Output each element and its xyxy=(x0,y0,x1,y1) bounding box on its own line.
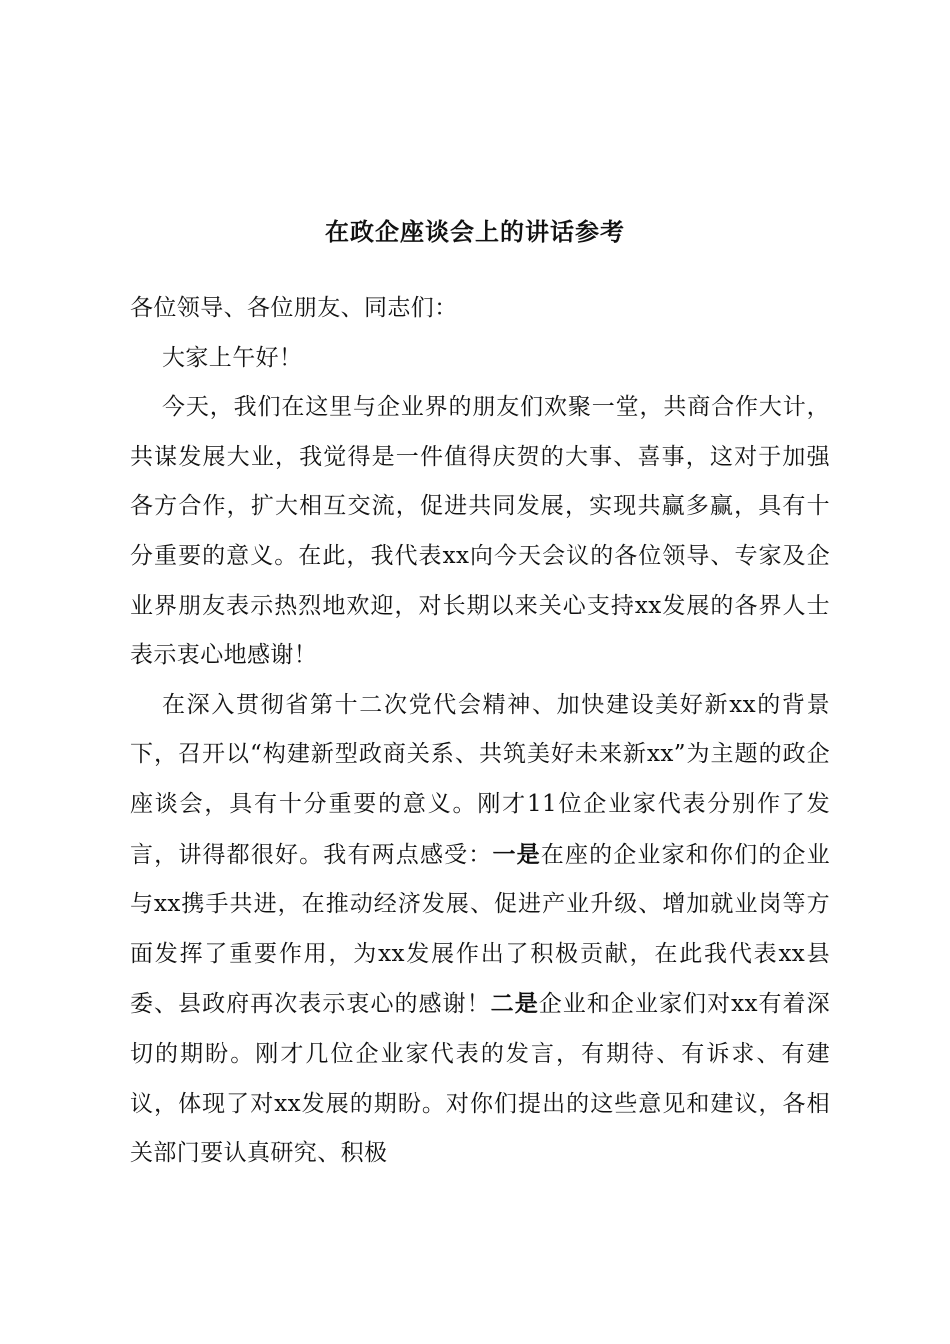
document-title: 在政企座谈会上的讲话参考 xyxy=(325,217,625,246)
point-two-label: 二是 xyxy=(490,990,539,1018)
greeting: 大家上午好！ xyxy=(162,344,303,371)
paragraph-1: 今天，我们在这里与企业界的朋友们欢聚一堂，共商合作大计，共谋发展大业，我觉得是一件值得庆贺的大事、喜事，这对于加强各方合作，扩大相互交流，促进共同发展，实现共赢多赢，具有十分重要的意义。在此，我代表xx向今天会议的各位领导、专家及企业界朋友表示热烈地欢迎，对长期以来关心支持xx发展的各界人士表示衷心地感谢！ xyxy=(130,394,830,669)
document-body xyxy=(130,284,830,1179)
point-one-label: 一是 xyxy=(492,840,541,868)
paragraph-2-part-1: 在深入贯彻省第十二次党代会精神、加快建设美好新xx的背景下，召开以“构建新型政商关系、共筑美好未来新xx”为主题的政企座谈会，具有十分重要的意义。刚才11位企业家代表分别作了发言，讲得都很好。我有两点感受： xyxy=(130,691,830,868)
paragraph-2-part-3: 企业和企业家们对xx有着深切的期盼。刚才几位企业家代表的发言，有期待、有诉求、有建议，体现了对xx发展的期盼。对你们提出的这些意见和建议，各相关部门要认真研究、积极 xyxy=(130,991,830,1167)
salutation: 各位领导、各位朋友、同志们： xyxy=(130,295,458,321)
paragraph-2 xyxy=(130,681,830,1179)
paragraph-2-part-2: 在座的企业家和你们的企业与xx携手共进，在推动经济发展、促进产业升级、增加就业岗等方面发挥了重要作用，为xx发展作出了积极贡献，在此我代表xx县委、县政府再次表示衷心的感谢！ xyxy=(130,841,830,1018)
